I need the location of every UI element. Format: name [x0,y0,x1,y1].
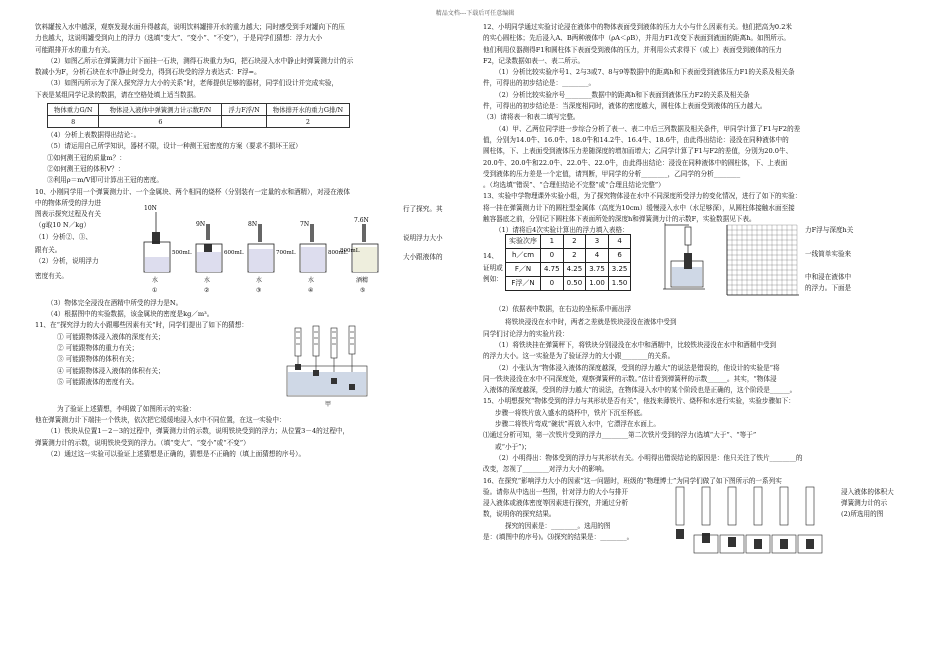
text-line: （3）物体完全浸没在酒精中所受的浮力是N。 [47,298,183,307]
text-line: 中的物体所受的浮力进 [35,198,101,207]
text-line: 20.0牛、20.0牛和22.0牛、22.0牛、22.0牛，由此得出结论：浸没在同种液体中的圆柱体，下、上表面 [483,158,788,167]
text-line: 受到液体的压力差是一个定值，请判断，甲同学的分析________，乙同学的分析________ [483,169,741,178]
table-cell: 4 [586,249,609,263]
text-line: 的浮力大小。这一实验是为了验证浮力的大小跟________的关系。 [483,352,675,361]
table-cell: 0.50 [563,277,586,291]
text-line: 力也越大，这说明罐受到向上的浮力（选填“变大”、“变小”、“不变”），于是同学们猜想：浮力大小 [35,34,323,43]
side-text [805,225,921,294]
table-cell: 0 [541,277,564,291]
text-line: ⑴通过分析可知，第一次铁片受到的浮力________第二次铁片受到的浮力(选填“大于”、“等于” [483,431,757,440]
table-cell: 2 [563,235,586,249]
text-line: 件，可得出的初步结论是：________。 [483,79,596,88]
text-line: 弹簧测力计的示 [841,499,888,508]
reading-label: 9N [196,220,206,228]
text-line: 是：(填图中的序号)。⑶探究的结果是：________。 [483,532,634,541]
liquid-label: 水 [256,276,263,284]
q10-right-text [403,198,475,264]
text-line: 。（均选填“错误”、“合理但结论不完整”或“合理且结论完整”） [483,181,665,190]
table-cell: F／N [506,263,541,277]
text-line: （1）铁块从位置1－2－3的过程中，弹簧测力计的示数，说明铁块受到的浮力；从位置3－4的过程中， [47,427,350,436]
text-line: 中和浸在液体中 [805,272,852,281]
table-cell: 1 [541,235,564,249]
text-line: （4）分析上表数据得出结论：。 [47,131,141,140]
q16-block [483,487,921,557]
q16-figure [668,483,838,557]
text-line: 大小跟液体的 [403,253,443,262]
text-line: 跟有关。 [35,246,62,255]
text-line: 将一挂在弹簧测力计下的圆柱型金属体（高度为10cm）缓慢浸入水中（水足够深），从圆柱体接触水面至接 [483,203,795,212]
setup-number: ③ [256,286,262,294]
text-line: （4）根据图中的实验数据，该金属块的密度是kg／m³。 [47,310,214,319]
q13-apparatus-figure [661,221,707,291]
text-line: 他在弹簧测力计下端挂一个铁块，依次把它缓缓地浸入水中不同位置，在这一实验中： [35,416,286,425]
setup-number: ④ [308,286,314,294]
text-line: ①如何测王冠的质量m？： [47,153,126,162]
table-header: 物体浸入液体中弹簧测力计示数F/N [99,104,222,116]
text-line: 触容器底之前，分别记下圆柱体下表面所处的深度h和弹簧测力计的示数F，实验数据见下表。 [483,215,756,224]
volume-label: 800mL [340,247,360,254]
table-header: 浮力F浮/N [222,104,266,116]
text-line: 可能跟排开水的重力有关。 [35,45,115,54]
text-line: 密度有关。 [35,271,68,280]
text-line: （2）分析比较实验序号________数据中的距离h和下表面到液体压力F2的关系及相关条 [495,90,750,99]
text-line: 行了探究。其 [403,204,443,213]
text-line: 入液体的深度越深，受到的浮力越大”的说法，在物体浸入水中的某个阶段也是正确的，这个阶段是______。 [483,386,797,395]
text-line: （g取10 N／kg） [35,221,91,230]
table-cell: 4 [608,235,631,249]
question-15: 15、小明想探究“物体受到的浮力与其形状是否有关”，他找来薄铁片、烧杯和水进行实验，实验步骤如下： [483,397,795,406]
table-cell: 3.75 [586,263,609,277]
setup-number: ② [204,286,210,294]
liquid-label: 酒精 [356,276,369,284]
text-line: 的浮力。下面是 [805,284,852,293]
text-line: （1）分析②、③、 [35,232,92,241]
text-line: 图表示探究过程及有关 [35,210,101,219]
text-line: 探究的因素是：________。选用的图 [505,521,611,530]
reading-label: 7N [300,220,310,228]
reading-label: 7.6N [354,216,369,224]
q16-left-text [483,487,663,543]
text-line: 说明浮力大小 [403,234,443,243]
right-column [483,22,921,557]
beaker-setup-4 [300,221,348,294]
guess-item: ① 可能跟物体浸入液体的深度有关； [57,332,165,341]
text-line: 他们利用仪器测得F1和圆柱体下表面受到液体的压力，并利用公式求得下（或上）表面受到液体的压力 [483,45,782,54]
q11-figure [285,324,380,408]
reading-label: 8N [248,220,258,228]
q14-left [483,251,503,285]
table-cell: 实验次序 [506,235,541,249]
page-header: 精品文档---下载后可任意编辑 [435,10,515,17]
text-line: （1）请将后4次实验计算出的浮力填入表格： [495,226,629,235]
table-cell: F浮／N [506,277,541,291]
text-line: （5）请运用自己所学知识，器材不限，设计一种测王冠密度的方案（要求不损坏王冠） [47,142,302,151]
volume-label: 500mL [172,249,192,256]
text-line: ③利用ρ＝m/V即可计算出王冠的密度。 [47,176,164,185]
beaker-setup-3 [248,221,296,294]
q11-guesses [57,332,165,388]
text-line: （2）如图乙所示在弹簧测力计下面挂一石块，测得石块重力为G，把石块浸入水中静止时弹簧测力计的示 [47,56,354,65]
liquid-label: 水 [152,276,159,284]
question-13: 13、实验中学物理课外实验小组，为了探究物体浸在水中不同深度所受浮力的变化情况，进行了如下的实验： [483,192,802,201]
data-table-q13 [505,234,631,291]
guess-item: ② 可能跟物体的重力有关； [57,344,139,353]
q13-grid-figure [721,223,801,303]
table-cell: 4.25 [563,263,586,277]
table-cell: 2 [266,116,349,128]
beaker-setup-2 [196,221,244,294]
text-line: 值，分别为14.0牛、16.0牛、18.0牛和14.2牛、16.4牛、18.6牛，由此得出结论：浸没在同种液体中的 [483,135,789,144]
q10-figure [138,202,398,294]
text-line: (2)所选用的图 [841,510,884,519]
question-11: 11、在“探究浮力的大小跟哪些因素有关”时，同学们提出了如下的猜想： [35,321,248,330]
text-line: 例如： [483,274,503,283]
text-line: 验。请你从中选出一些图，针对浮力的大小与排开 [483,487,629,496]
table-cell: h／cm [506,249,541,263]
text-line: （2）小明得出：物体受到的浮力与其形状有关。小明得出错误结论的原因是：他只关注了铁片________的 [495,453,803,462]
guess-item: ④ 可能跟物体浸入液体的体积有关； [57,366,165,375]
text-line: 浸入液体的体积大 [841,487,894,496]
text-line: 将铁块浸没在水中时，两者之差就是铁块浸没在液体中受到 [505,318,677,327]
question-12: 12、小明同学通过实验讨论浸在液体中的物体表面受到液体的压力大小与什么因素有关。他们把高为0.2米 [483,23,792,31]
liquid-label: 水 [308,276,315,284]
q11-block [35,332,475,408]
text-line: （2）依据表中数据，在右边的坐标系中画出浮 [495,305,632,314]
question-16: 16、在探究“影响浮力大小的因素”这一问题时，班级的“物理博士”为同学们做了如下图所示的一系列实 [483,476,782,485]
volume-label: 600mL [224,249,244,256]
liquid-label: 水 [204,276,211,284]
text-line: 弹簧测力计的示数，说明铁块受到的浮力。（填“变大”、“变小”或“不变”） [35,438,250,447]
text-line: 下表是某组同学记录的数据，请在空格处填上适当数据。 [35,90,200,99]
q16-right-text [841,487,921,521]
table-cell: 4.75 [541,263,564,277]
table-cell: 1.50 [608,277,631,291]
text-line: （1）将铁块挂在弹簧秤下，将铁块分别浸没在水中和酒精中，比较铁块浸没在水中和酒精中受到 [495,340,777,349]
table-cell: 0 [541,249,564,263]
text-line: （2）小张认为“物体浸入液体的深度越深，受到的浮力越大”的说法是错误的，他设计的实验是“将 [495,363,780,372]
volume-label: 800mL [328,249,348,256]
q10-left-text [35,198,135,282]
text-line: 力F浮与深度h关 [805,226,854,235]
table-header: 物体排开水的重力G排/N [266,104,349,116]
text-line: 浸入液体或液体密度等因素进行探究，并通过分析 [483,499,629,508]
table-cell: 3 [586,235,609,249]
text-line: F2，记录数据如表一、表二所示。 [483,56,585,65]
text-line: 的实心圆柱体；先后浸入A、B两种液体中（ρA＜ρB），并用力F1改变下表面到液面的距离h。如图所示。 [483,34,791,43]
text-line: 同学们讨论浮力的实验片段： [483,329,569,338]
setup-number: ① [152,286,158,294]
question-10: 10、小刚同学用一个弹簧测力计、一个金属块、两个相同的烧杯（分别装有一定量的水和酒精），对浸在液体 [35,187,350,196]
text-line: ②如何测王冠的体积V？： [47,164,125,173]
text-line: （4）甲、乙两位同学进一步综合分析了表一、表二中后三列数据及相关条件，甲同学计算了F1与F2的差 [495,124,801,133]
text-line: 14、 [483,252,498,261]
text-line: 一线简单实验来 [805,249,852,258]
text-line: 证明或 [483,263,503,272]
text-line: 圆柱体，下、上表面受到液体压力差随深度的增加而增大；乙同学计算了F1与F2的差值，分别为20.0牛、 [483,147,793,156]
setup-number: ⑤ [360,286,366,294]
q10-block [35,198,475,298]
table-cell: 2 [563,249,586,263]
text-line: 为了验证上述猜想，李明做了如图所示的实验： [57,404,196,413]
text-line: 步骤一将铁片放入盛水的烧杯中，铁片下沉至杯底。 [495,408,647,417]
text-line: （1）分析比较实验序号1、2与3或7、8与9等数据中的距离h和下表面受到液体压力F1的关系及相关条 [495,68,795,77]
text-line: 或“小于”)； [495,442,531,451]
table-cell: 6 [608,249,631,263]
text-line: 同一铁块浸没在水中不同深度处，观察弹簧秤的示数。”估计看到弹簧秤的示数______。其实，“物体浸 [483,374,777,383]
text-line: 数减小为F，分析石块在水中静止时受力，得到石块受的浮力表达式：F浮=。 [35,68,261,77]
text-line: （2）通过这一实验可以验证上述猜想是正确的，猜想是不正确的（填上面猜想的序号）。 [47,449,306,458]
beaker-setup-1 [144,205,192,294]
table-cell: 3.25 [608,263,631,277]
text-line: 件，可得出的初步结论是：当深度相同时，液体的密度越大，圆柱体上表面受到液体的压力越大。 [483,102,767,111]
text-line: 数，说明你的探究结果。 [483,510,556,519]
table-cell-blank [222,116,266,128]
table-header: 物体重力G/N [48,104,99,116]
q13-block [483,225,921,317]
guess-item: ⑤ 可能跟液体的密度有关。 [57,377,139,386]
text-line: （3）请将表一和表二填写完整。 [483,113,580,122]
text-line: （2）分析，说明浮力 [35,257,99,266]
volume-label: 700mL [276,249,296,256]
text-line: 饮料罐按入水中越深，观察发现水面升得越高，说明饮料罐排开水的重力越大；同时感受到手对罐向下的压 [35,23,345,31]
text-line: 改变，忽视了________对浮力大小的影响。 [483,465,609,474]
table-cell: 6 [99,116,222,128]
left-column [35,22,475,460]
figure-label: 甲 [325,400,332,408]
table-cell: 1.00 [586,277,609,291]
data-table-q9 [47,103,350,128]
reading-label: 10N [144,204,157,212]
guess-item: ③ 可能跟物体的体积有关； [57,355,139,364]
text-line: （3）如图丙所示为了深入探究浮力大小的关系”时，老师提供足够的器材，同学们设计并完成实验， [47,79,339,88]
table-cell: 8 [48,116,99,128]
text-line: 步骤二将铁片弯成“碗状”再放入水中，它漂浮在水面上。 [495,420,660,429]
